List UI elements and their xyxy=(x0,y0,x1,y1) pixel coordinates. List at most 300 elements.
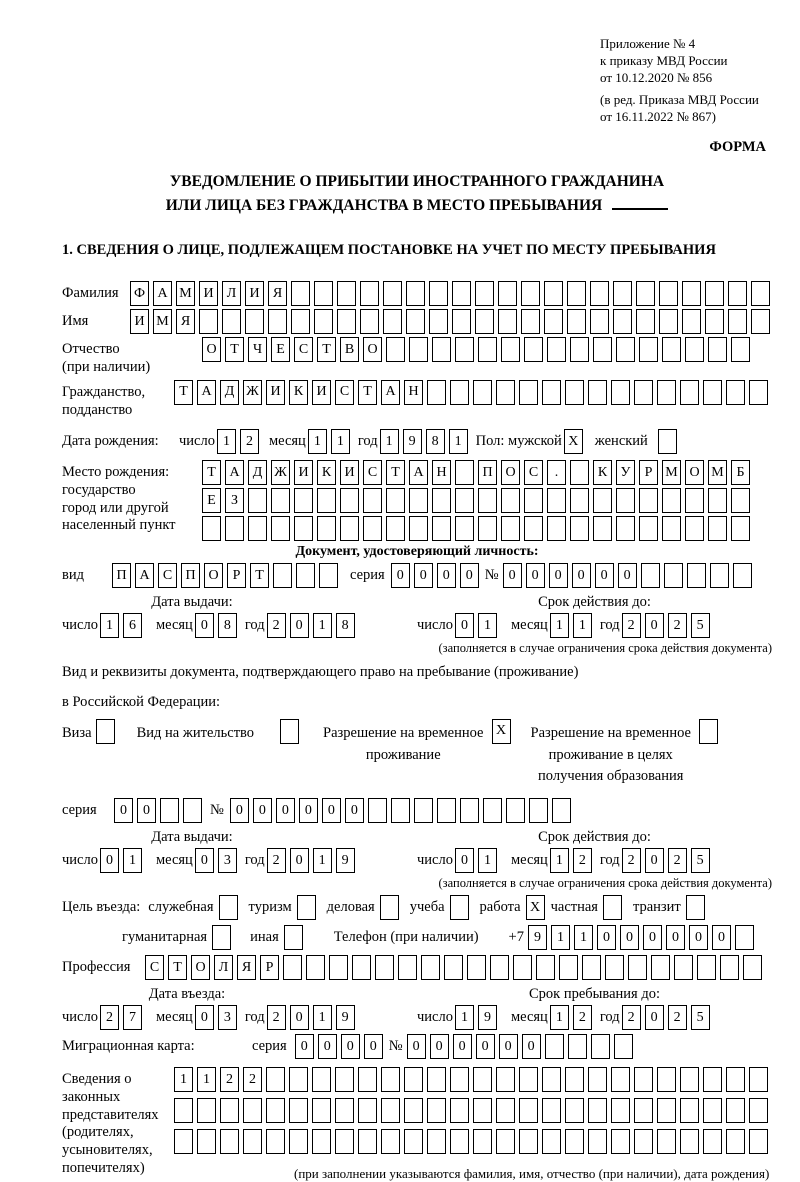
char-cell[interactable] xyxy=(611,380,630,405)
char-cell[interactable] xyxy=(542,1098,561,1123)
char-cell[interactable] xyxy=(749,1067,768,1092)
char-cell[interactable]: Т xyxy=(250,563,269,588)
char-cell[interactable]: 0 xyxy=(195,848,214,873)
char-cell[interactable]: 0 xyxy=(460,563,479,588)
char-cell[interactable] xyxy=(432,337,451,362)
char-cell[interactable]: 9 xyxy=(478,1005,497,1030)
char-cell[interactable] xyxy=(335,1129,354,1154)
char-cell[interactable] xyxy=(552,798,571,823)
char-cell[interactable]: Л xyxy=(222,281,241,306)
char-cell[interactable] xyxy=(243,1129,262,1154)
char-cell[interactable]: 1 xyxy=(573,613,592,638)
char-cell[interactable]: 6 xyxy=(123,613,142,638)
char-cell[interactable] xyxy=(582,955,601,980)
char-cell[interactable]: 0 xyxy=(455,848,474,873)
char-cell[interactable]: 1 xyxy=(197,1067,216,1092)
char-cell[interactable] xyxy=(542,1129,561,1154)
char-cell[interactable] xyxy=(496,1098,515,1123)
char-cell[interactable]: 2 xyxy=(622,613,641,638)
char-cell[interactable] xyxy=(444,955,463,980)
char-cell[interactable] xyxy=(636,309,655,334)
birthplace-cells-row1[interactable] xyxy=(202,460,750,485)
birth-day-cells[interactable] xyxy=(217,429,259,454)
char-cell[interactable] xyxy=(450,380,469,405)
char-cell[interactable] xyxy=(429,281,448,306)
char-cell[interactable] xyxy=(521,281,540,306)
temp-residence-checkbox[interactable] xyxy=(492,719,511,744)
char-cell[interactable] xyxy=(657,380,676,405)
char-cell[interactable] xyxy=(651,955,670,980)
char-cell[interactable] xyxy=(475,281,494,306)
char-cell[interactable]: 1 xyxy=(550,613,569,638)
char-cell[interactable]: И xyxy=(340,460,359,485)
char-cell[interactable]: 0 xyxy=(114,798,133,823)
char-cell[interactable]: 0 xyxy=(230,798,249,823)
char-cell[interactable] xyxy=(452,309,471,334)
entry-day-cells[interactable] xyxy=(100,1005,142,1030)
char-cell[interactable] xyxy=(680,1098,699,1123)
residence-number-cells[interactable] xyxy=(230,798,571,823)
char-cell[interactable] xyxy=(501,337,520,362)
doc-type-cells[interactable] xyxy=(112,563,338,588)
char-cell[interactable]: Я xyxy=(237,955,256,980)
char-cell[interactable] xyxy=(680,1067,699,1092)
purpose-tourism-checkbox[interactable] xyxy=(297,895,316,920)
char-cell[interactable] xyxy=(519,1098,538,1123)
char-cell[interactable] xyxy=(409,516,428,541)
char-cell[interactable] xyxy=(498,309,517,334)
surname-cells[interactable] xyxy=(130,281,770,306)
char-cell[interactable] xyxy=(611,1098,630,1123)
char-cell[interactable] xyxy=(735,925,754,950)
char-cell[interactable] xyxy=(421,955,440,980)
char-cell[interactable] xyxy=(409,337,428,362)
char-cell[interactable] xyxy=(335,1067,354,1092)
char-cell[interactable] xyxy=(547,488,566,513)
char-cell[interactable] xyxy=(496,1129,515,1154)
char-cell[interactable] xyxy=(588,1067,607,1092)
char-cell[interactable] xyxy=(519,1129,538,1154)
char-cell[interactable]: 3 xyxy=(218,1005,237,1030)
char-cell[interactable] xyxy=(460,798,479,823)
birthplace-cells-row2[interactable] xyxy=(202,488,750,513)
char-cell[interactable]: 0 xyxy=(476,1034,495,1059)
char-cell[interactable] xyxy=(291,309,310,334)
char-cell[interactable]: 2 xyxy=(573,848,592,873)
char-cell[interactable]: А xyxy=(225,460,244,485)
residence-series-cells[interactable] xyxy=(114,798,202,823)
char-cell[interactable] xyxy=(749,1129,768,1154)
char-cell[interactable]: 0 xyxy=(645,1005,664,1030)
char-cell[interactable] xyxy=(731,488,750,513)
char-cell[interactable]: Я xyxy=(268,281,287,306)
expiry-month-cells[interactable] xyxy=(550,613,592,638)
char-cell[interactable]: 0 xyxy=(195,613,214,638)
char-cell[interactable] xyxy=(183,798,202,823)
char-cell[interactable] xyxy=(588,1129,607,1154)
char-cell[interactable] xyxy=(329,955,348,980)
char-cell[interactable] xyxy=(160,798,179,823)
char-cell[interactable] xyxy=(524,516,543,541)
char-cell[interactable]: 2 xyxy=(573,1005,592,1030)
char-cell[interactable] xyxy=(248,488,267,513)
char-cell[interactable] xyxy=(628,955,647,980)
char-cell[interactable] xyxy=(682,309,701,334)
char-cell[interactable]: 0 xyxy=(391,563,410,588)
char-cell[interactable]: И xyxy=(130,309,149,334)
char-cell[interactable]: 0 xyxy=(276,798,295,823)
char-cell[interactable]: У xyxy=(616,460,635,485)
char-cell[interactable]: К xyxy=(289,380,308,405)
char-cell[interactable]: 0 xyxy=(253,798,272,823)
char-cell[interactable]: 9 xyxy=(403,429,422,454)
char-cell[interactable] xyxy=(314,281,333,306)
char-cell[interactable] xyxy=(565,1098,584,1123)
char-cell[interactable]: 1 xyxy=(478,848,497,873)
char-cell[interactable]: 8 xyxy=(336,613,355,638)
char-cell[interactable] xyxy=(496,380,515,405)
char-cell[interactable] xyxy=(427,1098,446,1123)
char-cell[interactable] xyxy=(749,380,768,405)
char-cell[interactable]: 0 xyxy=(666,925,685,950)
char-cell[interactable]: 0 xyxy=(572,563,591,588)
char-cell[interactable]: А xyxy=(409,460,428,485)
char-cell[interactable]: П xyxy=(112,563,131,588)
char-cell[interactable] xyxy=(726,380,745,405)
char-cell[interactable] xyxy=(381,1067,400,1092)
char-cell[interactable]: С xyxy=(524,460,543,485)
char-cell[interactable] xyxy=(501,488,520,513)
char-cell[interactable] xyxy=(289,1098,308,1123)
char-cell[interactable]: Т xyxy=(168,955,187,980)
char-cell[interactable] xyxy=(414,798,433,823)
char-cell[interactable] xyxy=(386,488,405,513)
char-cell[interactable] xyxy=(248,516,267,541)
stay-year-cells[interactable] xyxy=(622,1005,710,1030)
char-cell[interactable]: 0 xyxy=(620,925,639,950)
char-cell[interactable] xyxy=(524,488,543,513)
char-cell[interactable] xyxy=(603,895,622,920)
char-cell[interactable] xyxy=(685,488,704,513)
char-cell[interactable] xyxy=(391,798,410,823)
phone-cells[interactable] xyxy=(528,925,754,950)
char-cell[interactable]: Б xyxy=(731,460,750,485)
doc-series-cells[interactable] xyxy=(391,563,479,588)
char-cell[interactable] xyxy=(404,1098,423,1123)
char-cell[interactable]: А xyxy=(197,380,216,405)
visa-checkbox[interactable] xyxy=(96,719,115,744)
char-cell[interactable] xyxy=(319,563,338,588)
char-cell[interactable] xyxy=(381,1098,400,1123)
char-cell[interactable] xyxy=(317,516,336,541)
char-cell[interactable] xyxy=(363,516,382,541)
char-cell[interactable] xyxy=(658,429,677,454)
char-cell[interactable]: X xyxy=(564,429,583,454)
char-cell[interactable]: Т xyxy=(174,380,193,405)
char-cell[interactable]: И xyxy=(294,460,313,485)
char-cell[interactable]: 9 xyxy=(528,925,547,950)
char-cell[interactable] xyxy=(703,380,722,405)
char-cell[interactable] xyxy=(743,955,762,980)
char-cell[interactable] xyxy=(590,281,609,306)
char-cell[interactable] xyxy=(381,1129,400,1154)
entry-month-cells[interactable] xyxy=(195,1005,237,1030)
char-cell[interactable] xyxy=(611,1067,630,1092)
stay-day-cells[interactable] xyxy=(455,1005,497,1030)
char-cell[interactable]: 1 xyxy=(574,925,593,950)
char-cell[interactable] xyxy=(478,488,497,513)
char-cell[interactable]: 5 xyxy=(691,1005,710,1030)
char-cell[interactable] xyxy=(386,516,405,541)
char-cell[interactable]: X xyxy=(526,895,545,920)
char-cell[interactable] xyxy=(570,488,589,513)
char-cell[interactable]: 1 xyxy=(551,925,570,950)
char-cell[interactable] xyxy=(467,955,486,980)
char-cell[interactable]: 1 xyxy=(100,613,119,638)
char-cell[interactable] xyxy=(616,337,635,362)
char-cell[interactable]: 0 xyxy=(364,1034,383,1059)
char-cell[interactable]: С xyxy=(335,380,354,405)
char-cell[interactable] xyxy=(726,1129,745,1154)
char-cell[interactable] xyxy=(710,563,729,588)
entry-year-cells[interactable] xyxy=(267,1005,355,1030)
char-cell[interactable] xyxy=(450,1098,469,1123)
char-cell[interactable]: 1 xyxy=(123,848,142,873)
char-cell[interactable]: 2 xyxy=(240,429,259,454)
char-cell[interactable] xyxy=(427,380,446,405)
char-cell[interactable] xyxy=(266,1067,285,1092)
char-cell[interactable] xyxy=(751,309,770,334)
char-cell[interactable] xyxy=(641,563,660,588)
char-cell[interactable] xyxy=(662,337,681,362)
char-cell[interactable]: 1 xyxy=(550,1005,569,1030)
char-cell[interactable]: С xyxy=(145,955,164,980)
char-cell[interactable]: 1 xyxy=(449,429,468,454)
char-cell[interactable] xyxy=(699,719,718,744)
char-cell[interactable]: Т xyxy=(317,337,336,362)
char-cell[interactable] xyxy=(570,337,589,362)
char-cell[interactable] xyxy=(662,488,681,513)
legal-reps-cells-row1[interactable] xyxy=(174,1067,769,1092)
char-cell[interactable] xyxy=(498,281,517,306)
char-cell[interactable] xyxy=(437,798,456,823)
char-cell[interactable] xyxy=(271,516,290,541)
char-cell[interactable]: Ч xyxy=(248,337,267,362)
char-cell[interactable] xyxy=(513,955,532,980)
char-cell[interactable] xyxy=(708,516,727,541)
char-cell[interactable] xyxy=(220,1129,239,1154)
legal-reps-cells-row3[interactable] xyxy=(174,1129,769,1154)
char-cell[interactable] xyxy=(283,955,302,980)
char-cell[interactable] xyxy=(406,309,425,334)
char-cell[interactable] xyxy=(613,309,632,334)
char-cell[interactable] xyxy=(222,309,241,334)
char-cell[interactable] xyxy=(639,516,658,541)
char-cell[interactable]: 8 xyxy=(426,429,445,454)
char-cell[interactable] xyxy=(317,488,336,513)
char-cell[interactable]: 0 xyxy=(137,798,156,823)
char-cell[interactable] xyxy=(475,309,494,334)
char-cell[interactable] xyxy=(455,516,474,541)
char-cell[interactable] xyxy=(455,460,474,485)
char-cell[interactable] xyxy=(613,281,632,306)
expiry-year-cells[interactable] xyxy=(622,613,710,638)
char-cell[interactable] xyxy=(358,1129,377,1154)
char-cell[interactable] xyxy=(593,337,612,362)
stay-month-cells[interactable] xyxy=(550,1005,592,1030)
char-cell[interactable] xyxy=(197,1098,216,1123)
residence-issue-month-cells[interactable] xyxy=(195,848,237,873)
char-cell[interactable] xyxy=(294,516,313,541)
char-cell[interactable] xyxy=(639,488,658,513)
char-cell[interactable] xyxy=(529,798,548,823)
issue-month-cells[interactable] xyxy=(195,613,237,638)
char-cell[interactable] xyxy=(375,955,394,980)
char-cell[interactable]: Ж xyxy=(271,460,290,485)
char-cell[interactable] xyxy=(473,1067,492,1092)
char-cell[interactable] xyxy=(306,955,325,980)
char-cell[interactable] xyxy=(473,380,492,405)
char-cell[interactable] xyxy=(687,563,706,588)
residence-issue-day-cells[interactable] xyxy=(100,848,142,873)
char-cell[interactable] xyxy=(685,516,704,541)
char-cell[interactable] xyxy=(662,516,681,541)
char-cell[interactable] xyxy=(657,1129,676,1154)
purpose-business-checkbox[interactable] xyxy=(380,895,399,920)
char-cell[interactable] xyxy=(703,1067,722,1092)
char-cell[interactable] xyxy=(312,1098,331,1123)
char-cell[interactable]: 0 xyxy=(712,925,731,950)
char-cell[interactable]: И xyxy=(312,380,331,405)
char-cell[interactable]: 2 xyxy=(267,1005,286,1030)
char-cell[interactable] xyxy=(634,1067,653,1092)
char-cell[interactable]: 0 xyxy=(453,1034,472,1059)
char-cell[interactable] xyxy=(220,1098,239,1123)
char-cell[interactable] xyxy=(268,309,287,334)
char-cell[interactable] xyxy=(271,488,290,513)
char-cell[interactable]: 1 xyxy=(380,429,399,454)
char-cell[interactable] xyxy=(483,798,502,823)
char-cell[interactable] xyxy=(427,1129,446,1154)
char-cell[interactable] xyxy=(312,1129,331,1154)
char-cell[interactable] xyxy=(296,563,315,588)
gender-male-checkbox[interactable] xyxy=(564,429,583,454)
char-cell[interactable]: 0 xyxy=(100,848,119,873)
char-cell[interactable] xyxy=(659,309,678,334)
char-cell[interactable]: К xyxy=(317,460,336,485)
char-cell[interactable] xyxy=(733,563,752,588)
char-cell[interactable]: М xyxy=(662,460,681,485)
char-cell[interactable] xyxy=(432,488,451,513)
gender-female-checkbox[interactable] xyxy=(658,429,677,454)
char-cell[interactable] xyxy=(565,1129,584,1154)
char-cell[interactable] xyxy=(536,955,555,980)
char-cell[interactable]: Д xyxy=(220,380,239,405)
char-cell[interactable]: 1 xyxy=(313,1005,332,1030)
char-cell[interactable] xyxy=(383,309,402,334)
char-cell[interactable] xyxy=(409,488,428,513)
char-cell[interactable] xyxy=(731,337,750,362)
char-cell[interactable]: О xyxy=(685,460,704,485)
char-cell[interactable] xyxy=(634,1098,653,1123)
char-cell[interactable] xyxy=(524,337,543,362)
char-cell[interactable] xyxy=(314,309,333,334)
char-cell[interactable] xyxy=(542,1067,561,1092)
char-cell[interactable] xyxy=(243,1098,262,1123)
char-cell[interactable] xyxy=(588,1098,607,1123)
char-cell[interactable] xyxy=(703,1098,722,1123)
char-cell[interactable] xyxy=(496,1067,515,1092)
char-cell[interactable] xyxy=(368,798,387,823)
expiry-day-cells[interactable] xyxy=(455,613,497,638)
char-cell[interactable] xyxy=(565,1067,584,1092)
char-cell[interactable]: 0 xyxy=(414,563,433,588)
char-cell[interactable] xyxy=(360,281,379,306)
char-cell[interactable]: 0 xyxy=(595,563,614,588)
char-cell[interactable] xyxy=(96,719,115,744)
purpose-humanitarian-checkbox[interactable] xyxy=(212,925,231,950)
char-cell[interactable]: 0 xyxy=(322,798,341,823)
char-cell[interactable] xyxy=(452,281,471,306)
char-cell[interactable] xyxy=(219,895,238,920)
char-cell[interactable] xyxy=(544,309,563,334)
char-cell[interactable]: 0 xyxy=(295,1034,314,1059)
char-cell[interactable] xyxy=(174,1129,193,1154)
char-cell[interactable] xyxy=(363,488,382,513)
char-cell[interactable] xyxy=(634,1129,653,1154)
char-cell[interactable]: 1 xyxy=(331,429,350,454)
residence-expiry-year-cells[interactable] xyxy=(622,848,710,873)
char-cell[interactable]: 0 xyxy=(345,798,364,823)
char-cell[interactable]: О xyxy=(204,563,223,588)
char-cell[interactable]: И xyxy=(245,281,264,306)
char-cell[interactable] xyxy=(478,337,497,362)
char-cell[interactable] xyxy=(567,309,586,334)
char-cell[interactable]: 0 xyxy=(645,848,664,873)
char-cell[interactable] xyxy=(225,516,244,541)
char-cell[interactable]: 3 xyxy=(218,848,237,873)
char-cell[interactable]: О xyxy=(501,460,520,485)
migration-series-cells[interactable] xyxy=(295,1034,383,1059)
char-cell[interactable]: . xyxy=(547,460,566,485)
profession-cells[interactable] xyxy=(145,955,762,980)
char-cell[interactable] xyxy=(682,281,701,306)
residence-permit-checkbox[interactable] xyxy=(280,719,299,744)
char-cell[interactable] xyxy=(337,309,356,334)
char-cell[interactable] xyxy=(455,488,474,513)
char-cell[interactable] xyxy=(593,516,612,541)
char-cell[interactable] xyxy=(726,1067,745,1092)
char-cell[interactable]: 5 xyxy=(691,613,710,638)
char-cell[interactable]: 0 xyxy=(290,848,309,873)
char-cell[interactable]: 9 xyxy=(336,848,355,873)
char-cell[interactable] xyxy=(567,281,586,306)
birthplace-cells-row3[interactable] xyxy=(202,516,750,541)
char-cell[interactable]: 0 xyxy=(618,563,637,588)
char-cell[interactable] xyxy=(728,309,747,334)
char-cell[interactable]: И xyxy=(199,281,218,306)
residence-issue-year-cells[interactable] xyxy=(267,848,355,873)
char-cell[interactable] xyxy=(202,516,221,541)
char-cell[interactable]: 0 xyxy=(643,925,662,950)
purpose-study-checkbox[interactable] xyxy=(450,895,469,920)
char-cell[interactable] xyxy=(337,281,356,306)
char-cell[interactable] xyxy=(731,516,750,541)
char-cell[interactable]: Р xyxy=(227,563,246,588)
char-cell[interactable] xyxy=(450,1067,469,1092)
char-cell[interactable]: 0 xyxy=(689,925,708,950)
char-cell[interactable]: 0 xyxy=(645,613,664,638)
